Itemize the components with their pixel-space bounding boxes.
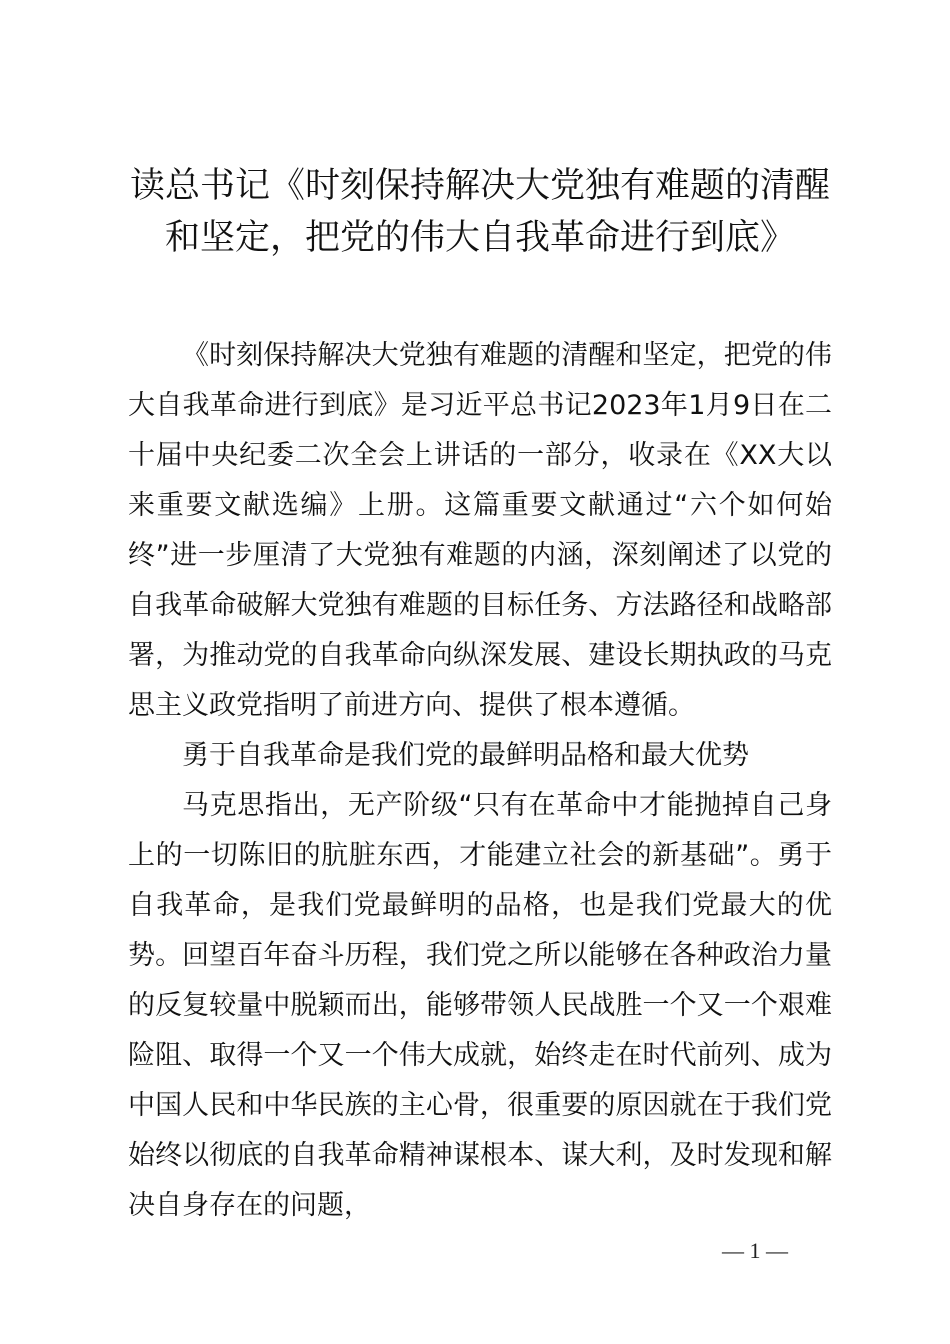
page-number: — 1 —: [722, 1238, 788, 1263]
paragraph-marx-quote: 马克思指出，无产阶级“只有在革命中才能抛掉自己身上的一切陈旧的肮脏东西，才能建立社会的新基础”。勇于自我革命，是我们党最鲜明的品格，也是我们党最大的优势。回望百年奋斗历程，我们党之所以能够在各种政治力量的反复较量中脱颖而出，能够带领人民战胜一个又一个艰难险阻、取得一个又一个伟大成就，始终走在时代前列、成为中国人民和中华民族的主心骨，很重要的原因就在于我们党始终以彻底的自我革命精神谋根本、谋大利，及时发现和解决自身存在的问题，: [128, 790, 832, 1221]
title-line-1: 读总书记《时刻保持解决大党独有难题的清醒: [129, 166, 830, 206]
paragraph-intro: 《时刻保持解决大党独有难题的清醒和坚定，把党的伟大自我革命进行到底》是习近平总书记2023年1月9日在二十届中央纪委二次全会上讲话的一部分，收录在《XX大以来重要文献选编》上册。这篇重要文献通过“六个如何始终”进一步厘清了大党独有难题的内涵，深刻阐述了以党的自我革命破解大党独有难题的目标任务、方法路径和战略部署，为推动党的自我革命向纵深发展、建设长期执政的马克思主义政党指明了前进方向、提供了根本遵循。: [128, 340, 832, 721]
title-line-2: 和坚定，把党的伟大自我革命进行到底》: [164, 218, 795, 258]
document-title: [115, 160, 845, 264]
section-heading: 勇于自我革命是我们党的最鲜明品格和最大优势: [182, 740, 749, 771]
document-body: [128, 331, 832, 1231]
